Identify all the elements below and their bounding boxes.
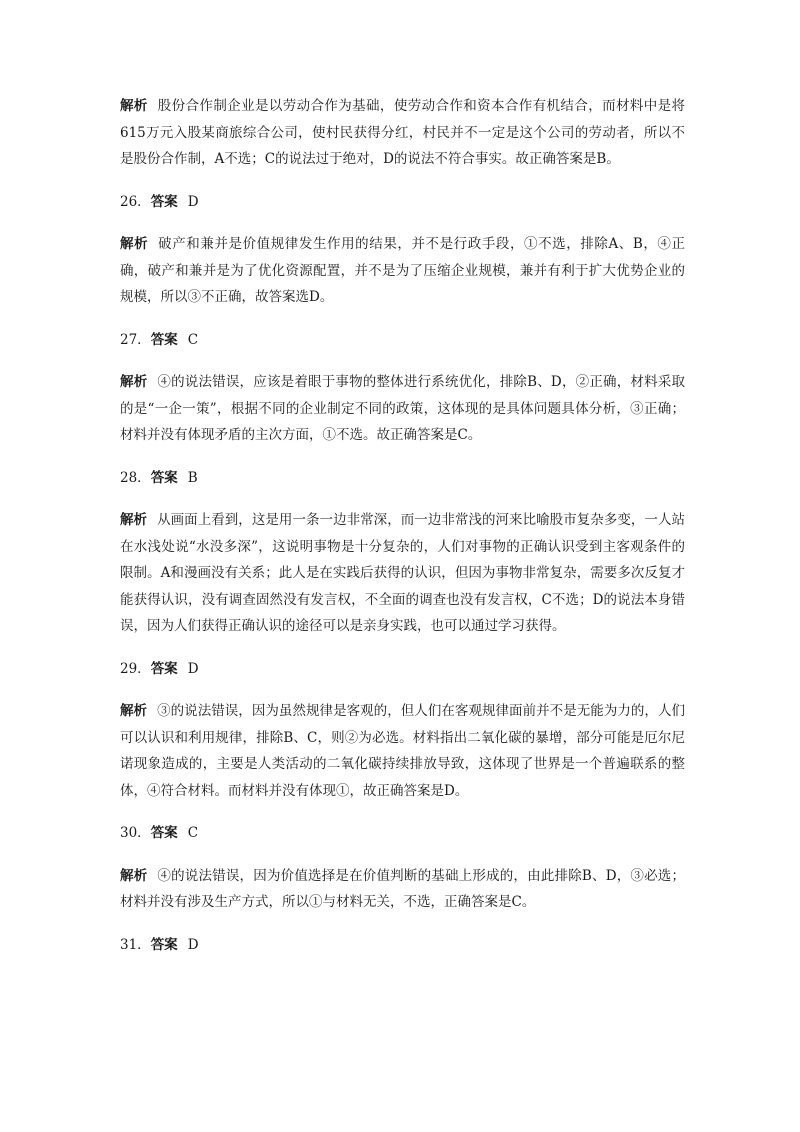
answer-line: [120, 656, 685, 683]
answer-value: D: [187, 936, 199, 953]
answer-label: 答案: [150, 660, 178, 677]
analysis-text: 破产和兼并是价值规律发生作用的结果，并不是行政手段，①不选，排除A、B，④正确，破产和兼并是为了优化资源配置，并不是为了压缩企业规模，兼并有利于扩大优势企业的规模，所以③不正确，故答案选D。: [120, 236, 686, 305]
analysis-paragraph: [120, 863, 685, 916]
document-page: [120, 93, 685, 958]
analysis-label: 解析: [120, 512, 148, 528]
analysis-text: ③的说法错误，因为虽然规律是客观的，但人们在客观规律面前并不是无能为力的，人们可以认识和利用规律，排除B、C，则②为必选。材料指出二氧化碳的暴增，部分可能是厄尔尼诺现象造成的，主要是人类活动的二氧化碳持续排放导致，这体现了世界是一个普遍联系的整体，④符合材料。而材料并没有体现①，故正确答案是D。: [120, 703, 686, 799]
answer-value: D: [187, 660, 199, 677]
answer-label: 答案: [150, 936, 178, 953]
analysis-text: 从画面上看到，这是用一条一边非常深，而一边非常浅的河来比喻股市复杂多变，一人站在水浅处说“水没多深”，这说明事物是十分复杂的，人们对事物的正确认识受到主客观条件的限制。A和漫画没有关系；此人是在实践后获得的认识，但因为事物非常复杂，需要多次反复才能获得认识，没有调查固然没有发言权，不全面的调查也没有发言权，C不选；D的说法本身错误，因为人们获得正确认识的途径可以是亲身实践，也可以通过学习获得。: [120, 512, 686, 634]
answer-line: [120, 189, 685, 216]
analysis-paragraph: [120, 698, 685, 804]
answer-label: 答案: [150, 193, 178, 210]
answer-value: D: [187, 193, 199, 210]
analysis-paragraph: [120, 369, 685, 449]
analysis-text: ④的说法错误，应该是着眼于事物的整体进行系统优化，排除B、D，②正确，材料采取的是“一企一策”，根据不同的企业制定不同的政策，这体现的是具体问题具体分析，③正确；材料并没有体现矛盾的主次方面，①不选。故正确答案是C。: [120, 374, 685, 443]
answer-line: [120, 465, 685, 492]
answer-value: C: [187, 331, 199, 348]
analysis-label: 解析: [120, 867, 148, 884]
question-number: 26．: [120, 193, 151, 210]
question-number: 28．: [120, 469, 151, 486]
analysis-text: ④的说法错误，因为价值选择是在价值判断的基础上形成的，由此排除B、D，③必选；材料并没有涉及生产方式，所以①与材料无关，不选，正确答案是C。: [120, 867, 685, 910]
answer-label: 答案: [150, 825, 178, 841]
answer-value: B: [187, 469, 198, 486]
analysis-paragraph: [120, 93, 685, 173]
question-number: 30．: [120, 825, 151, 841]
analysis-label: 解析: [120, 374, 148, 390]
question-number: 31．: [120, 936, 151, 953]
question-number: 27．: [120, 331, 151, 348]
answer-label: 答案: [150, 469, 178, 486]
answer-label: 答案: [150, 331, 178, 348]
analysis-label: 解析: [120, 236, 149, 252]
analysis-paragraph: [120, 231, 685, 311]
answer-line: [120, 932, 685, 959]
analysis-paragraph: [120, 507, 685, 640]
answer-line: [120, 327, 685, 354]
question-number: 29．: [120, 660, 151, 677]
answer-line: [120, 820, 685, 847]
analysis-label: 解析: [120, 703, 148, 719]
analysis-label: 解析: [120, 98, 148, 114]
analysis-text: 股份合作制企业是以劳动合作为基础，使劳动合作和资本合作有机结合，而材料中是将615万元入股某商旅综合公司，使村民获得分红，村民并不一定是这个公司的劳动者，所以不是股份合作制，A不选；C的说法过于绝对，D的说法不符合事实。故正确答案是B。: [120, 98, 686, 167]
answer-value: C: [187, 825, 199, 841]
